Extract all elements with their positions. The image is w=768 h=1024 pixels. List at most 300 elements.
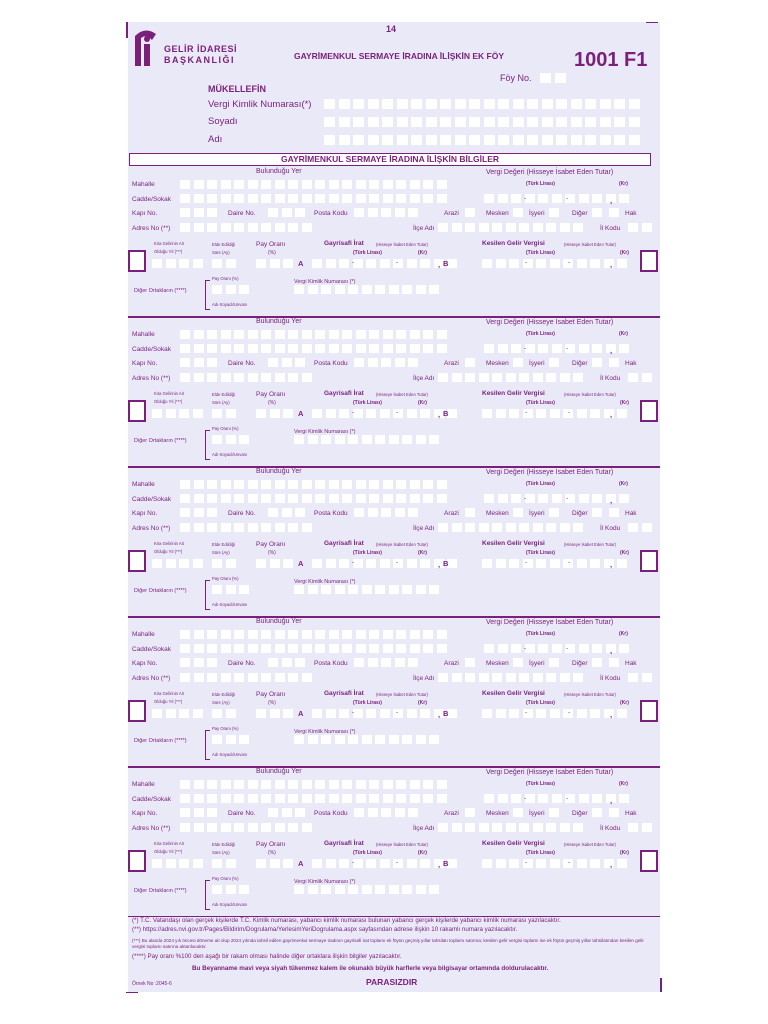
entry-cell[interactable]: [368, 358, 378, 367]
entry-cell[interactable]: [226, 285, 236, 294]
entry-cell[interactable]: [212, 585, 222, 594]
entry-cell[interactable]: [234, 523, 244, 532]
entry-cell[interactable]: [383, 330, 393, 339]
entry-cell[interactable]: [549, 658, 559, 667]
entry-cell[interactable]: [506, 373, 516, 382]
entry-cell[interactable]: [552, 794, 562, 803]
entry-cell[interactable]: [465, 673, 475, 682]
entry-cell[interactable]: [302, 794, 312, 803]
foy-no-cells[interactable]: [540, 73, 569, 83]
entry-cell[interactable]: [329, 194, 339, 203]
entry-cell[interactable]: [492, 223, 502, 232]
entry-cell[interactable]: [506, 673, 516, 682]
entry-cell[interactable]: [221, 823, 231, 832]
entry-cell[interactable]: [479, 223, 489, 232]
duration-cells[interactable]: [212, 859, 239, 868]
entry-cell[interactable]: [642, 523, 652, 532]
entry-cell[interactable]: [261, 794, 271, 803]
entry-cell[interactable]: [324, 135, 335, 145]
entry-cell[interactable]: [573, 373, 583, 382]
entry-cell[interactable]: [484, 117, 495, 127]
entry-cell[interactable]: [375, 735, 385, 744]
entry-cell[interactable]: [617, 709, 627, 718]
entry-cell[interactable]: [523, 409, 533, 418]
entry-cell[interactable]: [592, 194, 602, 203]
entry-cell[interactable]: [479, 523, 489, 532]
entry-cell[interactable]: [465, 373, 475, 382]
entry-cell[interactable]: [248, 223, 258, 232]
entry-cell[interactable]: [628, 523, 638, 532]
kapi-no-cells[interactable]: [180, 358, 221, 367]
entry-cell[interactable]: [226, 435, 236, 444]
arazi-box[interactable]: [465, 508, 479, 517]
duration-cells[interactable]: [212, 709, 239, 718]
entry-cell[interactable]: [496, 409, 506, 418]
entry-cell[interactable]: [395, 658, 405, 667]
entry-cell[interactable]: [248, 494, 258, 503]
entry-start-box[interactable]: [128, 700, 146, 722]
entry-cell[interactable]: [469, 99, 480, 109]
il-kodu-cells[interactable]: [628, 823, 655, 832]
entry-cell[interactable]: [523, 859, 533, 868]
entry-cell[interactable]: [498, 194, 508, 203]
entry-cell[interactable]: [193, 709, 203, 718]
entry-cell[interactable]: [423, 194, 433, 203]
entry-cell[interactable]: [513, 208, 523, 217]
entry-cell[interactable]: [256, 259, 266, 268]
entry-cell[interactable]: [315, 344, 325, 353]
entry-cell[interactable]: [283, 859, 293, 868]
entry-cell[interactable]: [523, 709, 533, 718]
cadde-cells[interactable]: [180, 494, 450, 503]
entry-cell[interactable]: [248, 794, 258, 803]
entry-cell[interactable]: [408, 208, 418, 217]
entry-cell[interactable]: [396, 330, 406, 339]
kapi-no-cells[interactable]: [180, 808, 221, 817]
entry-cell[interactable]: [329, 780, 339, 789]
daire-no-cells[interactable]: [268, 208, 309, 217]
entry-cell[interactable]: [275, 673, 285, 682]
entry-cell[interactable]: [348, 435, 358, 444]
entry-cell[interactable]: [571, 99, 582, 109]
entry-cell[interactable]: [295, 508, 305, 517]
entry-cell[interactable]: [549, 208, 559, 217]
entry-cell[interactable]: [381, 208, 391, 217]
entry-cell[interactable]: [248, 330, 258, 339]
ilce-adi-cells[interactable]: [438, 523, 587, 532]
entry-cell[interactable]: [339, 709, 349, 718]
entry-cell[interactable]: [629, 135, 640, 145]
entry-cell[interactable]: [511, 494, 521, 503]
entry-cell[interactable]: [194, 223, 204, 232]
entry-cell[interactable]: [283, 409, 293, 418]
adres-no-cells[interactable]: [180, 673, 315, 682]
entry-cell[interactable]: [315, 644, 325, 653]
entry-cell[interactable]: [356, 180, 366, 189]
entry-cell[interactable]: [509, 859, 519, 868]
entry-cell[interactable]: [193, 409, 203, 418]
entry-cell[interactable]: [207, 194, 217, 203]
entry-cell[interactable]: [447, 859, 457, 868]
entry-cell[interactable]: [207, 823, 217, 832]
entry-cell[interactable]: [207, 794, 217, 803]
entry-cell[interactable]: [523, 259, 533, 268]
entry-cell[interactable]: [248, 180, 258, 189]
ilce-adi-cells[interactable]: [438, 373, 587, 382]
entry-cell[interactable]: [642, 373, 652, 382]
entry-cell[interactable]: [382, 135, 393, 145]
entry-cell[interactable]: [482, 709, 492, 718]
entry-cell[interactable]: [617, 859, 627, 868]
posta-kodu-cells[interactable]: [354, 208, 422, 217]
entry-cell[interactable]: [302, 494, 312, 503]
entry-cell[interactable]: [369, 494, 379, 503]
entry-cell[interactable]: [509, 409, 519, 418]
entry-cell[interactable]: [600, 117, 611, 127]
entry-cell[interactable]: [261, 644, 271, 653]
entry-cell[interactable]: [519, 223, 529, 232]
entry-cell[interactable]: [261, 823, 271, 832]
arazi-box[interactable]: [465, 658, 479, 667]
entry-cell[interactable]: [484, 344, 494, 353]
entry-cell[interactable]: [226, 409, 236, 418]
entry-cell[interactable]: [484, 794, 494, 803]
mesken-box[interactable]: [513, 208, 527, 217]
mahalle-cells[interactable]: [180, 780, 450, 789]
entry-cell[interactable]: [380, 709, 390, 718]
diger-box[interactable]: [592, 358, 606, 367]
daire-no-cells[interactable]: [268, 658, 309, 667]
entry-cell[interactable]: [342, 644, 352, 653]
entry-cell[interactable]: [261, 630, 271, 639]
entry-cell[interactable]: [423, 644, 433, 653]
entry-cell[interactable]: [573, 673, 583, 682]
entry-cell[interactable]: [429, 435, 439, 444]
entry-cell[interactable]: [642, 673, 652, 682]
entry-cell[interactable]: [270, 859, 280, 868]
entry-cell[interactable]: [469, 135, 480, 145]
entry-cell[interactable]: [302, 344, 312, 353]
entry-cell[interactable]: [194, 794, 204, 803]
entry-cell[interactable]: [609, 508, 619, 517]
entry-cell[interactable]: [354, 658, 364, 667]
entry-cell[interactable]: [498, 794, 508, 803]
entry-cell[interactable]: [226, 885, 236, 894]
entry-cell[interactable]: [321, 885, 331, 894]
entry-cell[interactable]: [339, 859, 349, 868]
adres-no-cells[interactable]: [180, 223, 315, 232]
entry-cell[interactable]: [465, 658, 475, 667]
entry-cell[interactable]: [348, 885, 358, 894]
entry-cell[interactable]: [368, 658, 378, 667]
entry-cell[interactable]: [324, 117, 335, 127]
entry-cell[interactable]: [288, 644, 298, 653]
entry-cell[interactable]: [234, 794, 244, 803]
entry-cell[interactable]: [268, 808, 278, 817]
il-kodu-cells[interactable]: [628, 373, 655, 382]
entry-cell[interactable]: [179, 709, 189, 718]
entry-cell[interactable]: [533, 673, 543, 682]
entry-cell[interactable]: [437, 630, 447, 639]
entry-cell[interactable]: [166, 709, 176, 718]
entry-cell[interactable]: [366, 259, 376, 268]
entry-cell[interactable]: [207, 644, 217, 653]
entry-cell[interactable]: [354, 808, 364, 817]
entry-cell[interactable]: [411, 117, 422, 127]
entry-cell[interactable]: [288, 223, 298, 232]
entry-cell[interactable]: [600, 99, 611, 109]
entry-cell[interactable]: [560, 523, 570, 532]
entry-cell[interactable]: [533, 523, 543, 532]
entry-cell[interactable]: [180, 658, 190, 667]
entry-cell[interactable]: [194, 480, 204, 489]
entry-cell[interactable]: [619, 344, 629, 353]
entry-cell[interactable]: [302, 223, 312, 232]
entry-cell[interactable]: [498, 644, 508, 653]
entry-cell[interactable]: [261, 223, 271, 232]
entry-cell[interactable]: [397, 99, 408, 109]
entry-cell[interactable]: [482, 859, 492, 868]
entry-cell[interactable]: [226, 735, 236, 744]
entry-cell[interactable]: [221, 330, 231, 339]
arazi-box[interactable]: [465, 358, 479, 367]
entry-cell[interactable]: [410, 480, 420, 489]
entry-cell[interactable]: [549, 808, 559, 817]
entry-cell[interactable]: [275, 194, 285, 203]
entry-cell[interactable]: [302, 823, 312, 832]
entry-cell[interactable]: [617, 409, 627, 418]
isyeri-box[interactable]: [549, 358, 563, 367]
entry-cell[interactable]: [166, 259, 176, 268]
entry-cell[interactable]: [368, 808, 378, 817]
entry-cell[interactable]: [180, 780, 190, 789]
entry-cell[interactable]: [498, 135, 509, 145]
entry-cell[interactable]: [492, 373, 502, 382]
entry-cell[interactable]: [592, 208, 602, 217]
entry-cell[interactable]: [194, 330, 204, 339]
entry-cell[interactable]: [302, 523, 312, 532]
entry-cell[interactable]: [152, 259, 162, 268]
withholding-cells[interactable]: [482, 259, 631, 268]
entry-cell[interactable]: [268, 208, 278, 217]
entry-cell[interactable]: [329, 330, 339, 339]
entry-cell[interactable]: [407, 709, 417, 718]
entry-cell[interactable]: [416, 435, 426, 444]
entry-cell[interactable]: [438, 223, 448, 232]
kapi-no-cells[interactable]: [180, 508, 221, 517]
entry-cell[interactable]: [438, 373, 448, 382]
entry-cell[interactable]: [538, 344, 548, 353]
entry-cell[interactable]: [395, 358, 405, 367]
entry-cell[interactable]: [348, 285, 358, 294]
entry-cell[interactable]: [556, 99, 567, 109]
entry-cell[interactable]: [362, 885, 372, 894]
diger-box[interactable]: [592, 208, 606, 217]
entry-cell[interactable]: [288, 480, 298, 489]
entry-cell[interactable]: [275, 180, 285, 189]
entry-cell[interactable]: [556, 117, 567, 127]
entry-cell[interactable]: [527, 117, 538, 127]
entry-cell[interactable]: [239, 285, 249, 294]
entry-cell[interactable]: [560, 223, 570, 232]
entry-cell[interactable]: [592, 808, 602, 817]
entry-cell[interactable]: [465, 808, 475, 817]
entry-cell[interactable]: [484, 135, 495, 145]
entry-cell[interactable]: [354, 508, 364, 517]
entry-cell[interactable]: [617, 259, 627, 268]
entry-cell[interactable]: [492, 673, 502, 682]
entry-cell[interactable]: [275, 794, 285, 803]
entry-cell[interactable]: [180, 373, 190, 382]
entry-cell[interactable]: [429, 885, 439, 894]
entry-cell[interactable]: [479, 823, 489, 832]
entry-cell[interactable]: [329, 494, 339, 503]
entry-cell[interactable]: [283, 259, 293, 268]
entry-cell[interactable]: [234, 330, 244, 339]
entry-cell[interactable]: [560, 673, 570, 682]
entry-cell[interactable]: [362, 435, 372, 444]
entry-cell[interactable]: [380, 859, 390, 868]
entry-cell[interactable]: [166, 559, 176, 568]
entry-cell[interactable]: [261, 344, 271, 353]
entry-cell[interactable]: [592, 644, 602, 653]
entry-end-box[interactable]: [640, 400, 658, 422]
entry-cell[interactable]: [614, 99, 625, 109]
entry-cell[interactable]: [275, 480, 285, 489]
entry-cell[interactable]: [383, 344, 393, 353]
rent-year-cells[interactable]: [152, 259, 206, 268]
entry-cell[interactable]: [375, 885, 385, 894]
entry-cell[interactable]: [536, 559, 546, 568]
entry-cell[interactable]: [194, 344, 204, 353]
entry-cell[interactable]: [295, 208, 305, 217]
cadde-cells[interactable]: [180, 344, 450, 353]
entry-cell[interactable]: [362, 585, 372, 594]
entry-cell[interactable]: [180, 480, 190, 489]
entry-cell[interactable]: [248, 344, 258, 353]
diger-box[interactable]: [592, 658, 606, 667]
entry-cell[interactable]: [560, 373, 570, 382]
entry-cell[interactable]: [275, 523, 285, 532]
entry-cell[interactable]: [533, 223, 543, 232]
entry-cell[interactable]: [407, 259, 417, 268]
entry-cell[interactable]: [642, 223, 652, 232]
hak-box[interactable]: [609, 358, 623, 367]
entry-cell[interactable]: [207, 330, 217, 339]
entry-start-box[interactable]: [128, 250, 146, 272]
entry-cell[interactable]: [511, 794, 521, 803]
entry-cell[interactable]: [308, 735, 318, 744]
entry-cell[interactable]: [288, 673, 298, 682]
il-kodu-cells[interactable]: [628, 223, 655, 232]
entry-cell[interactable]: [628, 823, 638, 832]
entry-cell[interactable]: [342, 194, 352, 203]
entry-cell[interactable]: [498, 494, 508, 503]
mesken-box[interactable]: [513, 358, 527, 367]
entry-cell[interactable]: [207, 673, 217, 682]
entry-cell[interactable]: [369, 330, 379, 339]
entry-cell[interactable]: [609, 208, 619, 217]
entry-cell[interactable]: [312, 709, 322, 718]
entry-cell[interactable]: [256, 559, 266, 568]
entry-cell[interactable]: [288, 523, 298, 532]
entry-cell[interactable]: [383, 780, 393, 789]
entry-cell[interactable]: [295, 658, 305, 667]
entry-cell[interactable]: [194, 180, 204, 189]
entry-cell[interactable]: [383, 180, 393, 189]
entry-cell[interactable]: [484, 644, 494, 653]
partner-vkn-cells[interactable]: [294, 885, 443, 894]
entry-cell[interactable]: [440, 99, 451, 109]
entry-cell[interactable]: [356, 194, 366, 203]
entry-cell[interactable]: [629, 99, 640, 109]
entry-cell[interactable]: [353, 117, 364, 127]
tax-id-cells[interactable]: [324, 99, 643, 109]
entry-cell[interactable]: [348, 735, 358, 744]
entry-cell[interactable]: [180, 194, 190, 203]
kapi-no-cells[interactable]: [180, 658, 221, 667]
entry-cell[interactable]: [329, 630, 339, 639]
entry-cell[interactable]: [396, 794, 406, 803]
entry-cell[interactable]: [437, 780, 447, 789]
entry-cell[interactable]: [437, 180, 447, 189]
entry-cell[interactable]: [221, 344, 231, 353]
entry-cell[interactable]: [590, 859, 600, 868]
entry-cell[interactable]: [482, 559, 492, 568]
entry-cell[interactable]: [166, 859, 176, 868]
entry-cell[interactable]: [619, 644, 629, 653]
entry-cell[interactable]: [416, 735, 426, 744]
entry-cell[interactable]: [437, 480, 447, 489]
entry-cell[interactable]: [207, 358, 217, 367]
entry-cell[interactable]: [221, 194, 231, 203]
entry-cell[interactable]: [315, 794, 325, 803]
entry-cell[interactable]: [407, 559, 417, 568]
entry-cell[interactable]: [420, 259, 430, 268]
entry-cell[interactable]: [423, 780, 433, 789]
entry-cell[interactable]: [312, 409, 322, 418]
entry-cell[interactable]: [549, 508, 559, 517]
entry-cell[interactable]: [288, 194, 298, 203]
entry-cell[interactable]: [212, 559, 222, 568]
entry-cell[interactable]: [410, 344, 420, 353]
entry-cell[interactable]: [221, 180, 231, 189]
entry-cell[interactable]: [438, 523, 448, 532]
rent-year-cells[interactable]: [152, 409, 206, 418]
entry-cell[interactable]: [511, 644, 521, 653]
entry-cell[interactable]: [194, 780, 204, 789]
entry-cell[interactable]: [308, 435, 318, 444]
entry-cell[interactable]: [234, 823, 244, 832]
entry-cell[interactable]: [396, 644, 406, 653]
entry-cell[interactable]: [614, 135, 625, 145]
entry-cell[interactable]: [437, 194, 447, 203]
entry-cell[interactable]: [212, 885, 222, 894]
posta-kodu-cells[interactable]: [354, 358, 422, 367]
entry-cell[interactable]: [354, 358, 364, 367]
entry-cell[interactable]: [402, 585, 412, 594]
hak-box[interactable]: [609, 658, 623, 667]
entry-cell[interactable]: [179, 559, 189, 568]
entry-cell[interactable]: [212, 709, 222, 718]
entry-cell[interactable]: [226, 709, 236, 718]
entry-cell[interactable]: [513, 117, 524, 127]
entry-cell[interactable]: [426, 99, 437, 109]
entry-cell[interactable]: [550, 709, 560, 718]
entry-cell[interactable]: [283, 709, 293, 718]
entry-cell[interactable]: [383, 194, 393, 203]
entry-cell[interactable]: [590, 559, 600, 568]
